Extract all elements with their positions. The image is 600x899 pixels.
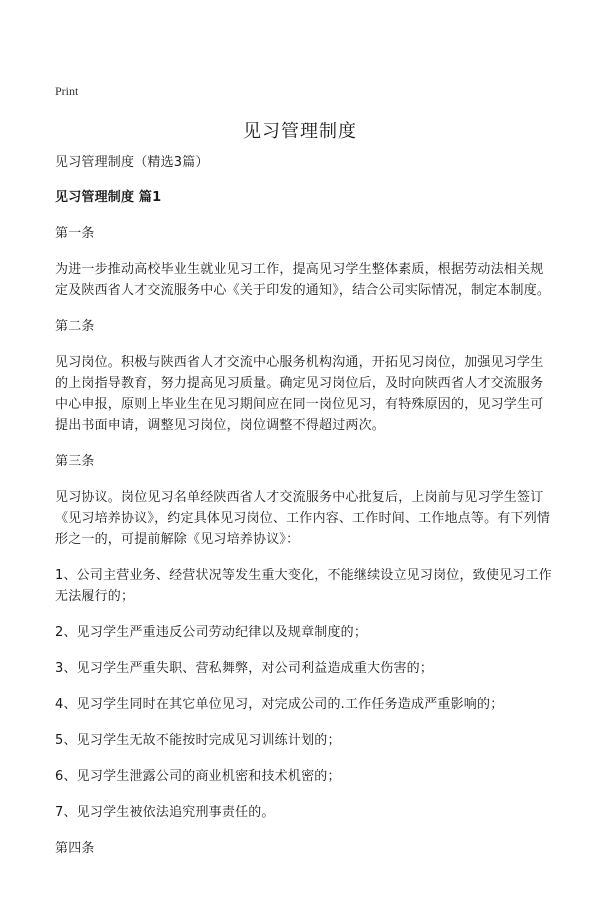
- paragraph: 为进一步推动高校毕业生就业见习工作，提高见习学生整体素质，根据劳动法相关规定及陕西省人才交流服务中心《关于印发的通知》，结合公司实际情况，制定本制度。: [55, 262, 551, 298]
- list-item: 5、见习学生无故不能按时完成见习训练计划的；: [55, 733, 341, 748]
- paragraph: 见习岗位。积极与陕西省人才交流中心服务机构沟通，开拓见习岗位，加强见习学生的上岗指导教育，努力提高见习质量。确定见习岗位后，及时向陕西省人才交流服务中心申报，原则上毕业生在见习期间应在同一岗位见习，有特殊原因的，见习学生可提出书面申请，调整见习岗位，岗位调整不得超过两次。: [55, 355, 544, 433]
- document-subtitle: 见习管理制度（精选3篇）: [55, 155, 209, 170]
- section-heading: 见习管理制度 篇1: [55, 190, 162, 205]
- paragraph: 见习协议。岗位见习名单经陕西省人才交流服务中心批复后，上岗前与见习学生签订《见习培养协议》，约定具体见习岗位、工作内容、工作时间、工作地点等。有下列情形之一的，可提前解除《见习培养协议》：: [55, 490, 551, 547]
- article-heading: 第三条: [55, 454, 95, 469]
- article-heading: 第二条: [55, 319, 95, 334]
- list-item: 1、公司主营业务、经营状况等发生重大变化，不能继续设立见习岗位，致使见习工作无法履行的；: [55, 568, 552, 604]
- article-heading: 第四条: [55, 841, 95, 856]
- list-item: 4、见习学生同时在其它单位见习，对完成公司的.工作任务造成严重影响的；: [55, 697, 504, 712]
- list-item: 6、见习学生泄露公司的商业机密和技术机密的；: [55, 769, 341, 784]
- list-item: 3、见习学生严重失职、营私舞弊，对公司利益造成重大伤害的；: [55, 661, 434, 676]
- list-item: 2、见习学生严重违反公司劳动纪律以及规章制度的；: [55, 625, 368, 640]
- article-heading: 第一条: [55, 226, 95, 241]
- list-item: 7、见习学生被依法追究刑事责任的。: [55, 805, 275, 820]
- document-body: [55, 152, 555, 874]
- page-title: 见习管理制度: [243, 121, 357, 142]
- print-link[interactable]: Print: [55, 84, 79, 98]
